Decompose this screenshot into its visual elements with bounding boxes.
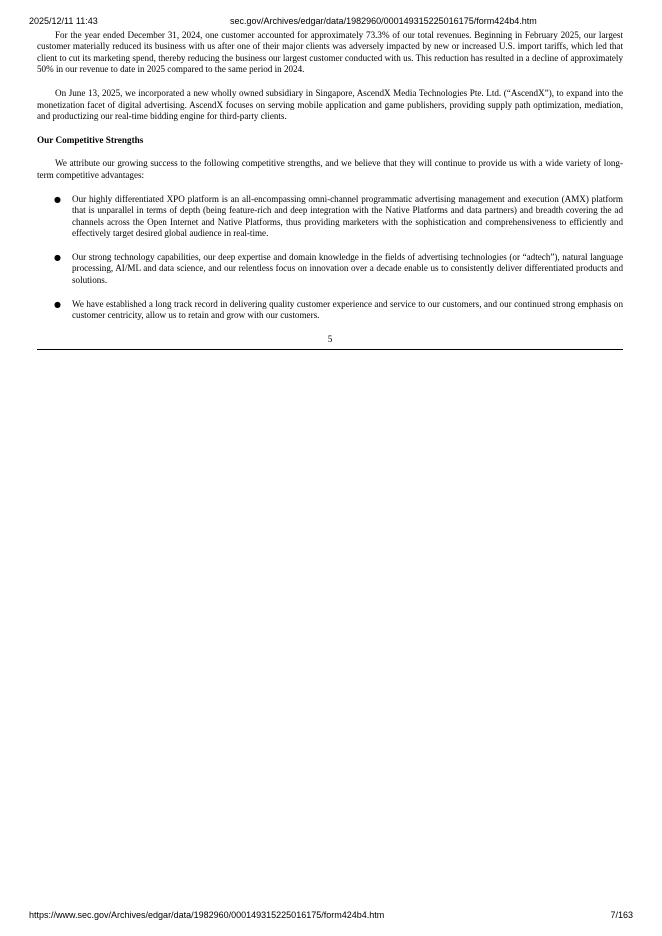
bullet-icon: ● xyxy=(54,253,61,263)
print-page-title: sec.gov/Archives/edgar/data/1982960/000149315225016175/form424b4.htm xyxy=(230,16,537,26)
list-item-text: Our highly differentiated XPO platform is an all-encompassing omni-channel programmatic advertising management and execution (AMX) platform that is unparallel in terms of depth (being feature-rich and deep integration with the Native Platforms and data partners) and breadth covering the ad channels across the Open Internet and Native Platforms, thus providing marketers with the sophistication and comprehensiveness to efficiently and effectively target desired global audience in real-time. xyxy=(72,193,623,239)
print-page-count: 7/163 xyxy=(610,910,633,920)
bullet-icon: ● xyxy=(54,194,61,204)
section-intro: We attribute our growing success to the following competitive strengths, and we believe that they will continue to provide us with a wide variety of long-term competitive advantages: xyxy=(37,158,623,180)
list-item-text: We have established a long track record in delivering quality customer experience and service to our customers, and our continued strong emphasis on customer centricity, allow us to retain and grow with our customers. xyxy=(72,298,623,321)
page-number: 5 xyxy=(327,334,333,345)
document-body xyxy=(37,30,623,350)
bullet-icon: ● xyxy=(54,299,61,309)
print-url: https://www.sec.gov/Archives/edgar/data/1982960/000149315225016175/form424b4.htm xyxy=(29,910,385,920)
paragraph-ascendx-subsidiary: On June 13, 2025, we incorporated a new wholly owned subsidiary in Singapore, AscendX Media Technologies Pte. Ltd. (“AscendX”), to expand into the monetization facet of digital advertising. AscendX focuses on serving mobile application and game publishers, providing supply path optimization, mediation, and productizing our real-time bidding engine for third-party clients. xyxy=(37,88,623,122)
section-heading: Our Competitive Strengths xyxy=(37,135,144,146)
print-header xyxy=(0,15,662,27)
paragraph-customer-concentration: For the year ended December 31, 2024, one customer accounted for approximately 73.3% of our total revenues. Beginning in February 2025, our largest customer materially reduced its business with us after one of their major clients was adversely impacted by new or increased U.S. import tariffs, which led that client to cut its marketing spend, thereby reducing the business our largest customer conducted with us. This reduction has resulted in a decline of approximately 50% in our revenue to date in 2025 compared to the same period in 2024. xyxy=(37,30,623,75)
list-item-text: Our strong technology capabilities, our deep expertise and domain knowledge in the fields of advertising technologies (or “adtech”), natural language processing, AI/ML and data science, and our relentless focus on innovation over a decade enable us to consistently deliver differentiated products and solutions. xyxy=(72,252,623,285)
list-item xyxy=(37,299,623,322)
list-item xyxy=(37,194,623,240)
print-datetime: 2025/12/11 11:43 xyxy=(29,16,98,26)
strengths-list xyxy=(37,194,623,322)
print-footer xyxy=(0,909,662,921)
page-divider xyxy=(37,349,623,350)
list-item xyxy=(37,252,623,286)
